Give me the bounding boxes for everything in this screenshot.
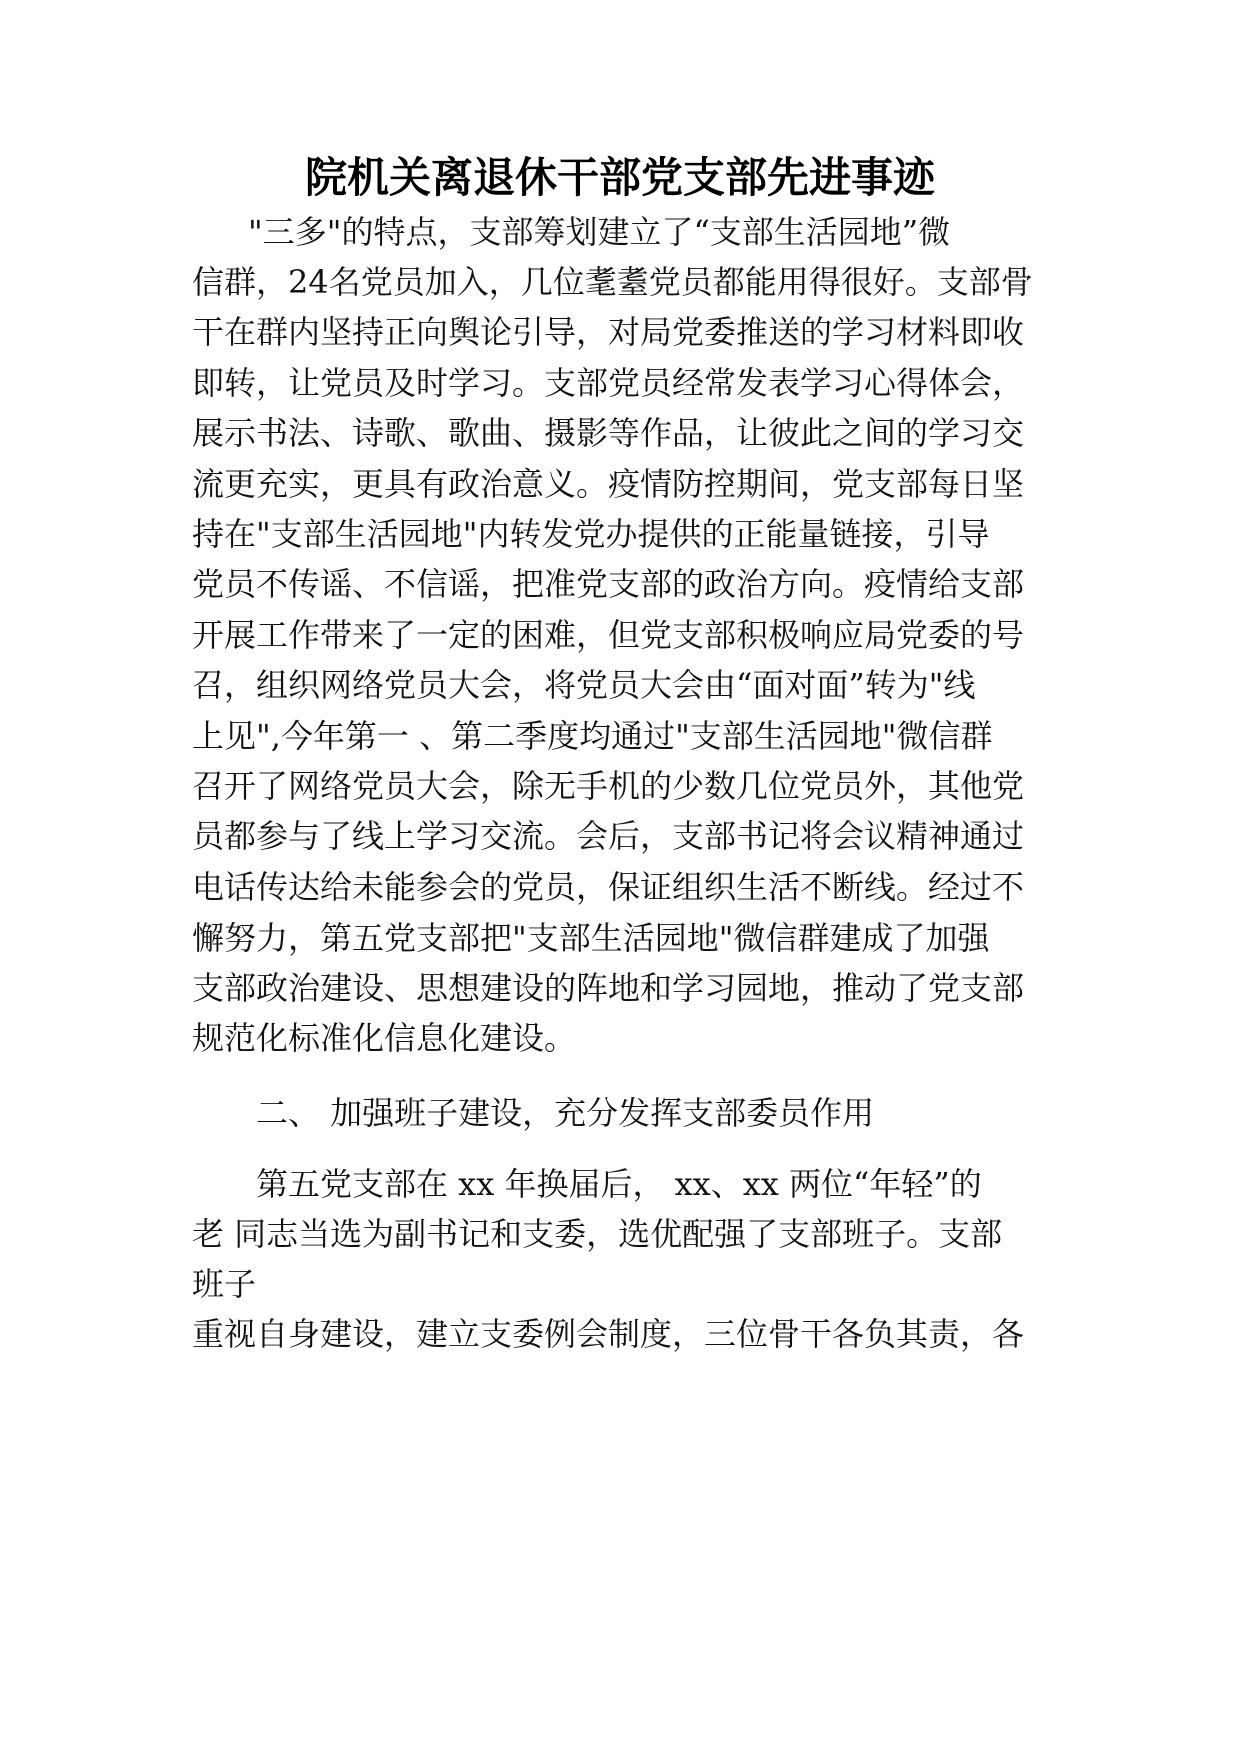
text-line: 即转，让党员及时学习。支部党员经常发表学习心得体会，	[192, 364, 1025, 402]
text-line: 召，组织网络党员大会，将党员大会由“面对面”转为"线	[192, 666, 976, 704]
text-line: 展示书法、诗歌、歌曲、摄影等作品，让彼此之间的学习交	[192, 414, 1025, 452]
text-line: 流更充实，更具有政治意义。疫情防控期间，党支部每日坚	[192, 465, 1025, 503]
section-heading: 二、 加强班子建设，充分发挥支部委员作用	[256, 1094, 875, 1132]
document-title: 院机关离退休干部党支部先进事迹	[304, 153, 935, 202]
text-line: 第五党支部在 xx 年换届后， xx、xx 两位“年轻”的	[256, 1165, 982, 1203]
text-line: 懈努力，第五党支部把"支部生活园地"微信群建成了加强	[192, 919, 990, 957]
text-line: 信群，24名党员加入，几位耄耋党员都能用得很好。支部骨	[192, 263, 1033, 301]
text-line: 干在群内坚持正向舆论引导，对局党委推送的学习材料即收	[192, 313, 1025, 351]
text-line: "三多"的特点，支部筹划建立了“支部生活园地”微	[248, 213, 951, 251]
text-line: 规范化标准化信息化建设。	[192, 1019, 577, 1057]
text-line: 电话传达给未能参会的党员，保证组织生活不断线。经过不	[192, 868, 1025, 906]
text-line: 开展工作带来了一定的困难，但党支部积极响应局党委的号	[192, 616, 1025, 654]
text-line: 员都参与了线上学习交流。会后，支部书记将会议精神通过	[192, 817, 1025, 855]
text-line: 重视自身建设，建立支委例会制度，三位骨干各负其责，各	[192, 1315, 1025, 1353]
text-line: 班子	[192, 1265, 257, 1303]
text-line: 持在"支部生活园地"内转发党办提供的正能量链接，引导	[192, 515, 990, 553]
text-line: 召开了网络党员大会，除无手机的少数几位党员外，其他党	[192, 767, 1025, 805]
text-line: 党员不传谣、不信谣，把准党支部的政治方向。疫情给支部	[192, 565, 1025, 603]
text-line: 老 同志当选为副书记和支委，选优配强了支部班子。支部	[192, 1215, 1003, 1253]
text-line: 上见",今年第一 、第二季度均通过"支部生活园地"微信群	[192, 717, 993, 755]
text-line: 支部政治建设、思想建设的阵地和学习园地，推动了党支部	[192, 969, 1025, 1007]
